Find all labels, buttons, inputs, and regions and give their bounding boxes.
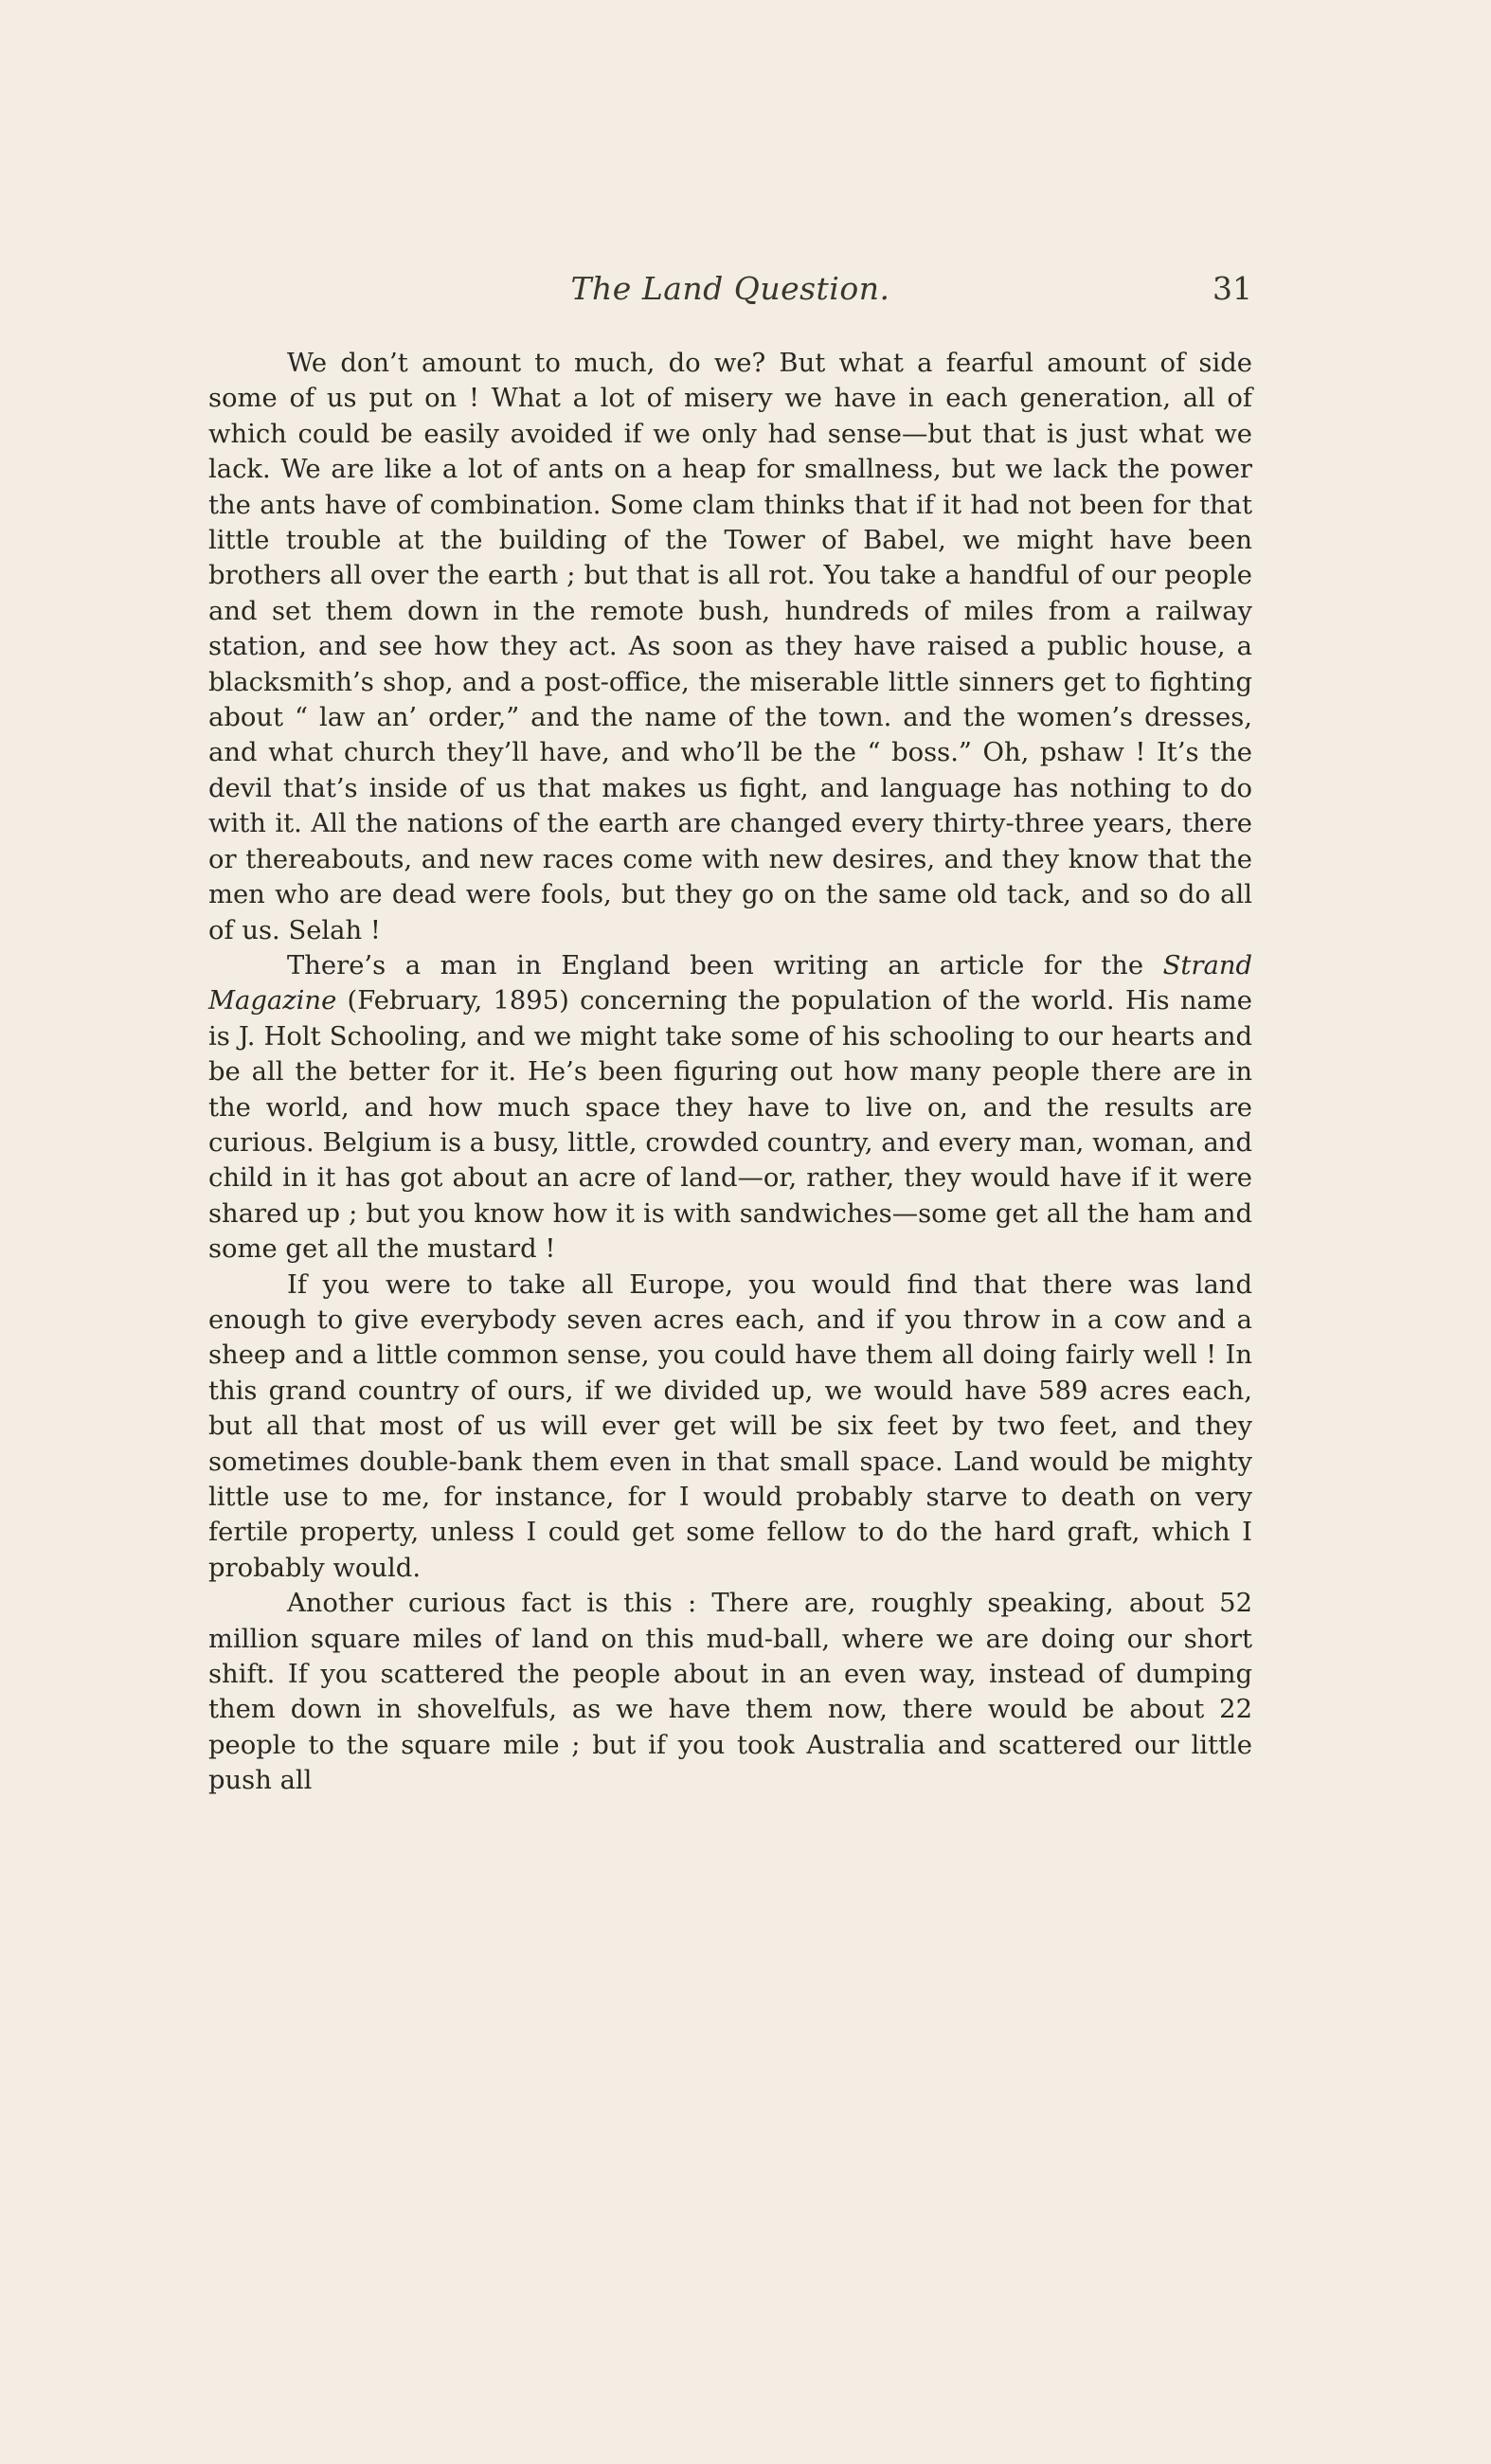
page-number: 31 xyxy=(1213,270,1252,307)
paragraph-text: There’s a man in England been writing an article for the xyxy=(287,950,1163,980)
running-title: The Land Question. xyxy=(570,270,890,307)
paragraph xyxy=(208,948,1252,1268)
paragraph: We don’t amount to much, do we? But what a fearful amount of side some of us put on ! What a lot of misery we have in each generation, all of which could be easily avoided if we only had sense—but that is just what we lack. We are like a lot of ants on a heap for smallness, but we lack the power the ants have of combination. Some clam thinks that if it had not been for that little trouble at the building of the Tower of Babel, we might have been brothers all over the earth ; but that is all rot. You take a handful of our people and set them down in the remote bush, hundreds of miles from a railway station, and see how they act. As soon as they have raised a public house, a blacksmith’s shop, and a post-office, the miserable little sinners get to fighting about “ law an’ order,” and the name of the town. and the women’s dresses, and what church they’ll have, and who’ll be the “ boss.” Oh, pshaw ! It’s the devil that’s inside of us that makes us fight, and language has nothing to do with it. All the nations of the earth are changed every thirty-three years, there or thereabouts, and new races come with new desires, and they know that the men who are dead were fools, but they go on the same old tack, and so do all of us. Selah ! xyxy=(208,349,1252,945)
paragraph-text: (February, 1895) concerning the population of the world. His name is J. Holt Schooling, and we might take some of his schooling to our hearts and be all the better for it. He’s been figuring out how many people there are in the world, and how much space they have to live on, and the results are curious. Belgium is a busy, little, crowded country, and every man, woman, and child in it has got about an acre of land—or, rather, they would have if it were shared up ; but you know how it is with sandwiches—some get all the ham and some get all the mustard ! xyxy=(208,986,1252,1265)
body-text xyxy=(208,346,1252,1799)
page-header xyxy=(208,270,1252,317)
paragraph: Another curious fact is this : There are, roughly speaking, about 52 million square miles of land on this mud-ball, where we are doing our short shift. If you scattered the people about in an even way, instead of dumping them down in shovelfuls, as we have them now, there would be about 22 people to the square mile ; but if you took Australia and scattered our little push all xyxy=(208,1589,1252,1796)
paragraph: If you were to take all Europe, you would find that there was land enough to give everybody seven acres each, and if you throw in a cow and a sheep and a little common sense, you could have them all doing fairly well ! In this grand country of ours, if we divided up, we would have 589 acres each, but all that most of us will ever get will be six feet by two feet, and they sometimes double-bank them even in that small space. Land would be mighty little use to me, for instance, for I would probably starve to death on very fertile property, unless I could get some fellow to do the hard graft, which I probably would. xyxy=(208,1269,1252,1583)
magazine-title: Strand Magazine xyxy=(208,950,1252,1016)
